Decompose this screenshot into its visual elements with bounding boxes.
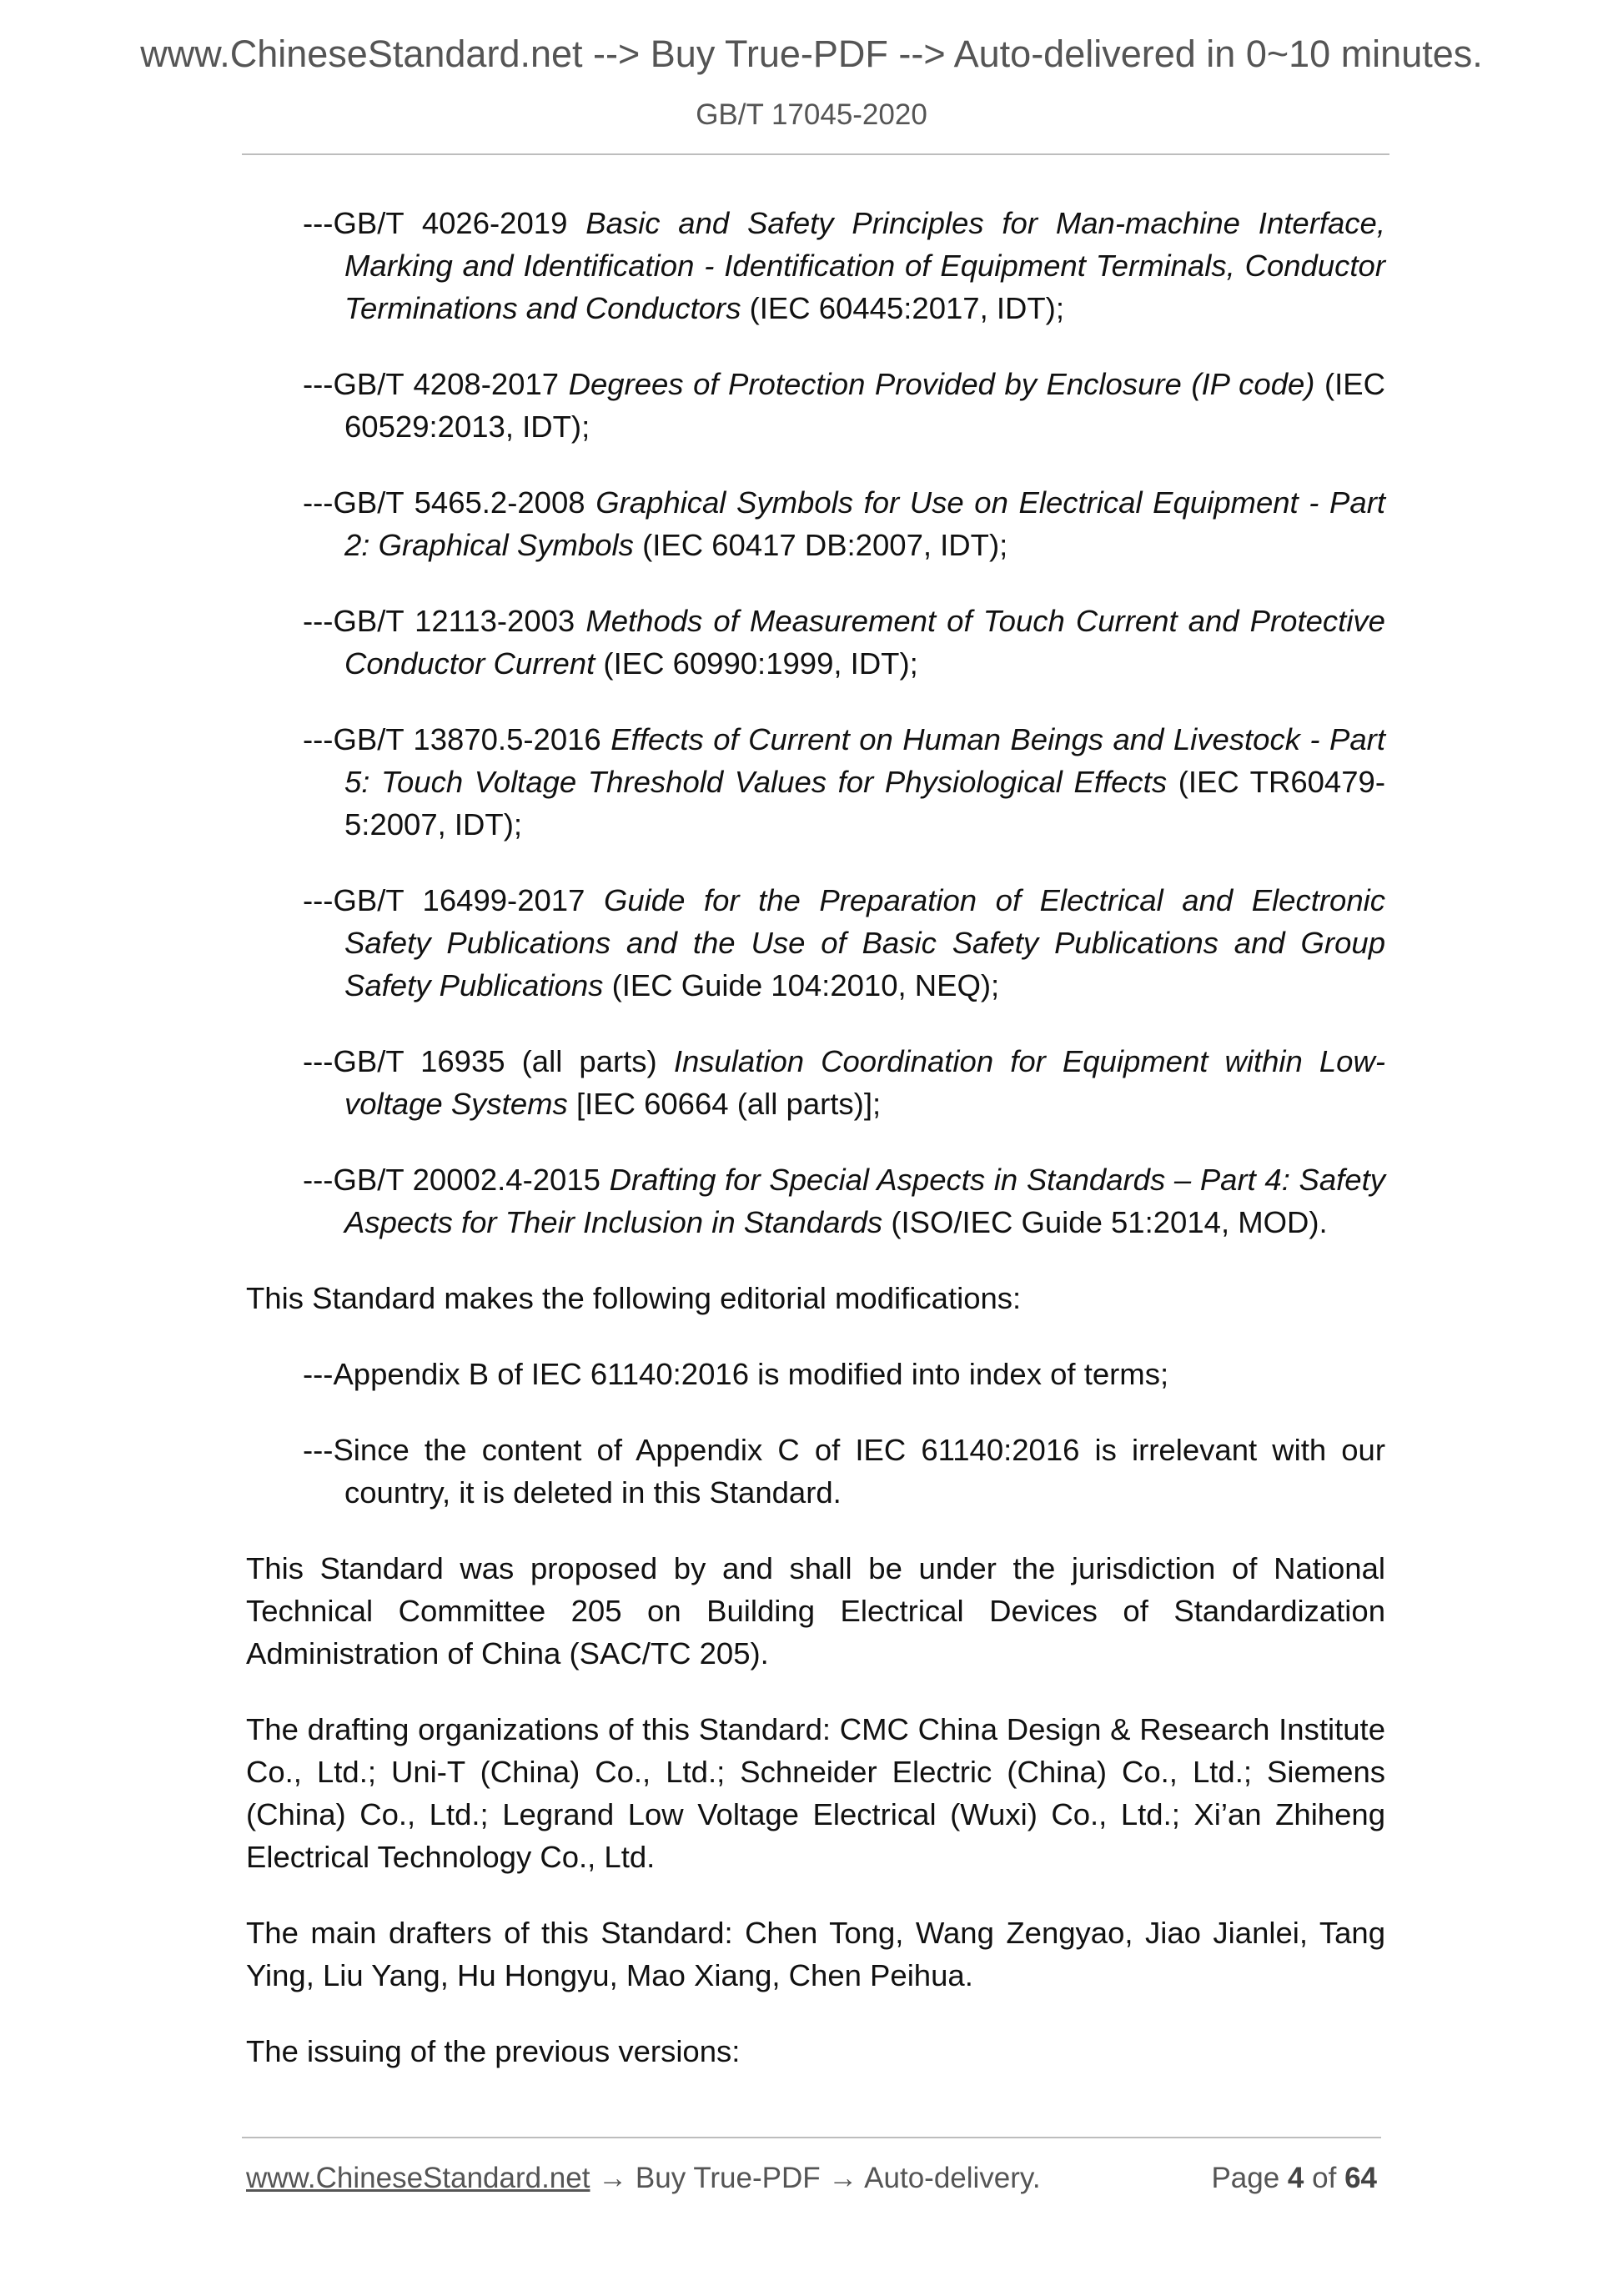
reference-item (246, 202, 1385, 329)
page-total: 64 (1344, 2162, 1377, 2194)
document-id: GB/T 17045-2020 (696, 98, 927, 131)
page-number: 4 (1287, 2162, 1304, 2194)
reference-title: Basic and Safety Principles for Man-machine Interface, Marking and Identification - Identification of Equipment Terminals, Conductor Terminations and Conductors (344, 206, 1385, 325)
reference-suffix: (IEC 60990:1999, IDT); (603, 646, 918, 681)
reference-item (246, 1040, 1385, 1125)
page-footer (246, 2162, 1377, 2195)
page-indicator (1211, 2162, 1377, 2195)
reference-code: GB/T 16499-2017 (333, 883, 585, 917)
footer-divider (242, 2137, 1381, 2138)
reference-prefix: --- (303, 485, 334, 520)
reference-title: Guide for the Preparation of Electrical and Electronic Safety Publications and the Use of Basic Safety Publications and Group Safety Publications (344, 883, 1385, 1002)
reference-prefix: --- (303, 206, 334, 240)
reference-code: GB/T 5465.2-2008 (333, 485, 585, 520)
reference-prefix: --- (303, 1163, 334, 1197)
drafting-organizations-paragraph: The drafting organizations of this Standard: CMC China Design & Research Institute Co., Ltd.; Uni-T (China) Co., Ltd.; Schneider Electric (China) Co., Ltd.; Siemens (China) Co., Ltd.; Legrand Low Voltage Electrical (Wuxi) Co., Ltd.; Xi’an Zhiheng Electrical Technology Co., Ltd. (246, 1712, 1385, 1874)
header-divider (242, 153, 1389, 155)
of-label: of (1312, 2162, 1337, 2194)
jurisdiction-paragraph: This Standard was proposed by and shall be under the jurisdiction of National Technical Committee 205 on Building Electrical Devices of Standardization Administration of China (SAC/TC 205). (246, 1551, 1385, 1671)
reference-code: GB/T 4026-2019 (333, 206, 568, 240)
reference-item (246, 879, 1385, 1007)
editorial-item: ---Appendix B of IEC 61140:2016 is modified into index of terms; (303, 1357, 1169, 1391)
reference-item (246, 600, 1385, 685)
page-content (246, 202, 1385, 2106)
reference-title: Degrees of Protection Provided by Enclosure (IP code) (568, 367, 1315, 401)
reference-list (246, 202, 1385, 1243)
reference-title: Graphical Symbols for Use on Electrical Equipment - Part 2: Graphical Symbols (344, 485, 1385, 562)
drafters-paragraph: The main drafters of this Standard: Chen Tong, Wang Zengyao, Jiao Jianlei, Tang Ying, Liu Yang, Hu Hongyu, Mao Xiang, Chen Peihua. (246, 1916, 1385, 1992)
banner-text: www.ChineseStandard.net --> Buy True-PDF --> Auto-delivered in 0~10 minutes. (140, 33, 1483, 75)
editorial-intro: This Standard makes the following editorial modifications: (246, 1281, 1022, 1315)
reference-title: Methods of Measurement of Touch Current and Protective Conductor Current (344, 604, 1385, 681)
reference-code: GB/T 16935 (all parts) (333, 1044, 657, 1078)
reference-item (246, 363, 1385, 448)
footer-site-link[interactable]: www.ChineseStandard.net (246, 2162, 590, 2194)
reference-item (246, 481, 1385, 566)
reference-suffix: (IEC Guide 104:2010, NEQ); (611, 968, 1000, 1002)
editorial-list (246, 1353, 1385, 1514)
reference-suffix: (ISO/IEC Guide 51:2014, MOD). (891, 1205, 1328, 1239)
reference-title: Effects of Current on Human Beings and Livestock - Part 5: Touch Voltage Threshold Values for Physiological Effects (344, 722, 1385, 799)
editorial-item: ---Since the content of Appendix C of IEC 61140:2016 is irrelevant with our country, it is deleted in this Standard. (303, 1433, 1385, 1510)
reference-title: Drafting for Special Aspects in Standards – Part 4: Safety Aspects for Their Inclusion in Standards (344, 1163, 1385, 1239)
footer-tagline: → Buy True-PDF → Auto-delivery. (590, 2162, 1041, 2194)
reference-code: GB/T 4208-2017 (333, 367, 560, 401)
reference-prefix: --- (303, 367, 334, 401)
reference-prefix: --- (303, 1044, 334, 1078)
reference-item (246, 718, 1385, 846)
reference-prefix: --- (303, 604, 334, 638)
reference-suffix: (IEC 60445:2017, IDT); (749, 291, 1064, 325)
reference-code: GB/T 12113-2003 (333, 604, 575, 638)
reference-suffix: (IEC 60417 DB:2007, IDT); (642, 528, 1008, 562)
page-label: Page (1211, 2162, 1280, 2194)
reference-code: GB/T 20002.4-2015 (333, 1163, 600, 1197)
reference-code: GB/T 13870.5-2016 (333, 722, 601, 756)
reference-suffix: (IEC 60529:2013, IDT); (344, 367, 1385, 444)
previous-versions-paragraph: The issuing of the previous versions: (246, 2034, 741, 2068)
reference-suffix: [IEC 60664 (all parts)]; (575, 1087, 882, 1121)
reference-item (246, 1158, 1385, 1243)
reference-suffix: (IEC TR60479-5:2007, IDT); (344, 765, 1385, 842)
reference-prefix: --- (303, 883, 334, 917)
reference-title: Insulation Coordination for Equipment within Low-voltage Systems (344, 1044, 1385, 1121)
reference-prefix: --- (303, 722, 334, 756)
